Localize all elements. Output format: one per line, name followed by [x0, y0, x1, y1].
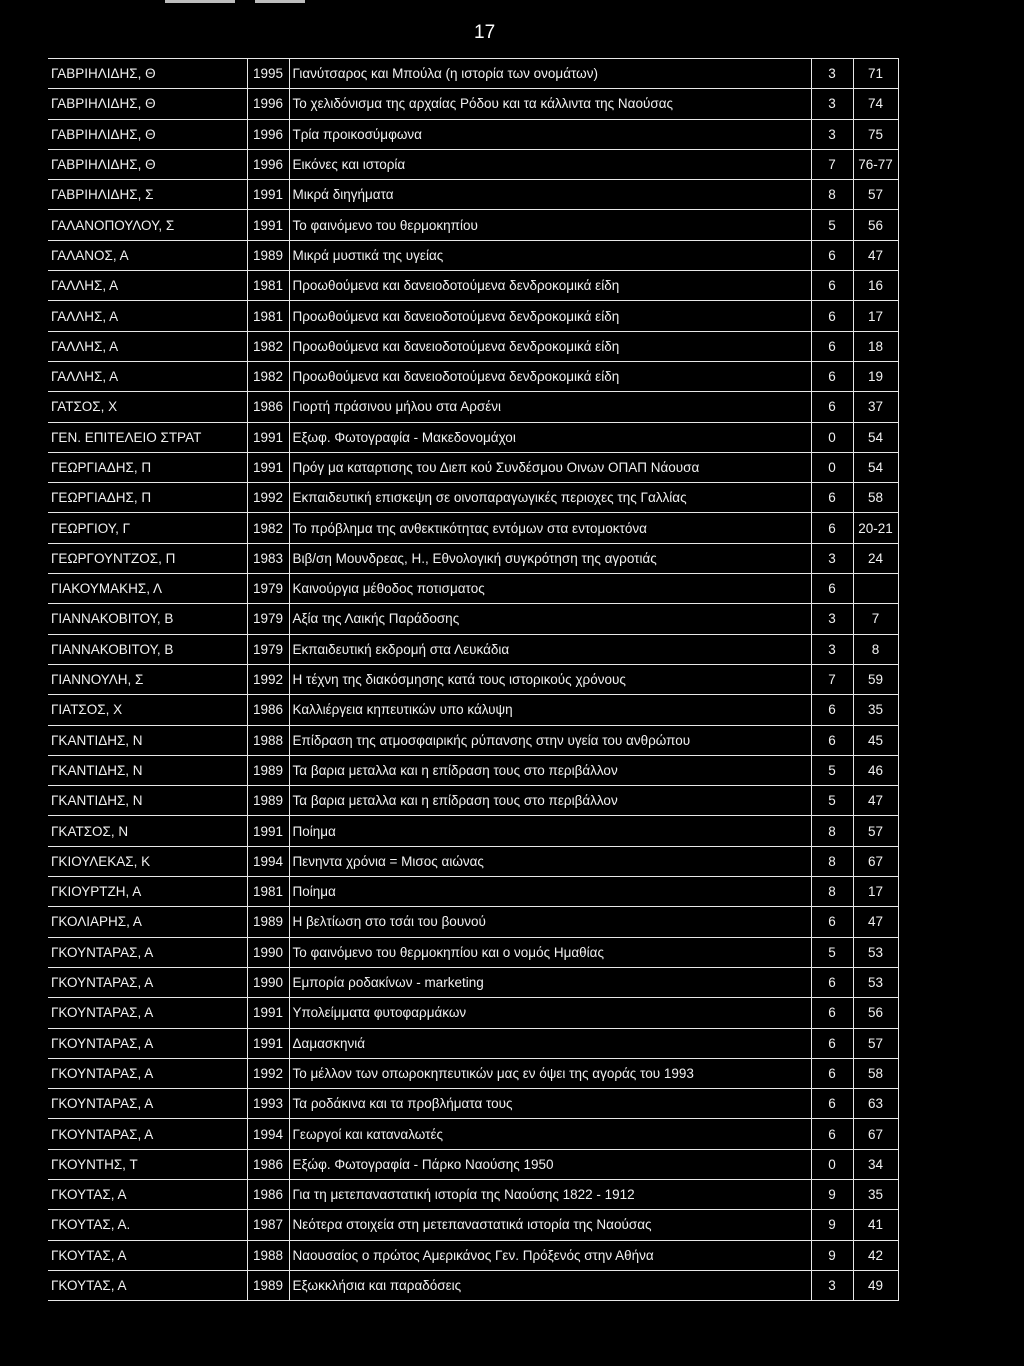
issue-cell: 8	[811, 816, 853, 846]
table-row	[48, 1270, 898, 1300]
issue-cell: 8	[811, 846, 853, 876]
page-cell: 41	[853, 1210, 898, 1240]
page-cell: 56	[853, 998, 898, 1028]
issue-cell: 6	[811, 907, 853, 937]
author-cell: ΓΙΑΚΟΥΜΑΚΗΣ, Λ	[48, 574, 247, 604]
title-cell: Εικόνες και ιστορία	[289, 149, 811, 179]
table-row	[48, 483, 898, 513]
page-cell: 74	[853, 89, 898, 119]
title-cell: Το φαινόμενο του θερμοκηπίου	[289, 210, 811, 240]
title-cell: Ναουσαίος ο πρώτος Αμερικάνος Γεν. Πρόξενός στην Αθήνα	[289, 1240, 811, 1270]
author-cell: ΓΚΙΟΥΡΤΖΗ, Α	[48, 877, 247, 907]
author-cell: ΓΕΩΡΓΙΑΔΗΣ, Π	[48, 452, 247, 482]
title-cell: Βιβ/ση Μουνδρεας, Η., Εθνολογική συγκρότηση της αγροτιάς	[289, 543, 811, 573]
page-cell: 67	[853, 1119, 898, 1149]
author-cell: ΓΚΟΥΤΑΣ, Α	[48, 1179, 247, 1209]
page-cell: 47	[853, 907, 898, 937]
title-cell: Το μέλλον των οπωροκηπευτικών μας εν όψει της αγοράς του 1993	[289, 1058, 811, 1088]
table-row	[48, 755, 898, 785]
title-cell: Τρία προικοσύμφωνα	[289, 119, 811, 149]
author-cell: ΓΚΟΥΤΑΣ, Α	[48, 1270, 247, 1300]
issue-cell: 6	[811, 967, 853, 997]
author-cell: ΓΚΑΝΤΙΔΗΣ, Ν	[48, 755, 247, 785]
issue-cell: 6	[811, 483, 853, 513]
table-row	[48, 331, 898, 361]
year-cell: 1990	[247, 937, 289, 967]
author-cell: ΓΚΑΝΤΙΔΗΣ, Ν	[48, 725, 247, 755]
title-cell: Τα βαρια μεταλλα και η επίδραση τους στο περιβάλλον	[289, 755, 811, 785]
page-cell: 53	[853, 937, 898, 967]
table-row	[48, 422, 898, 452]
table-row	[48, 907, 898, 937]
issue-cell: 5	[811, 786, 853, 816]
issue-cell: 5	[811, 210, 853, 240]
year-cell: 1989	[247, 786, 289, 816]
issue-cell: 6	[811, 1058, 853, 1088]
year-cell: 1994	[247, 1119, 289, 1149]
title-cell: Προωθούμενα και δανειοδοτούμενα δενδροκομικά είδη	[289, 301, 811, 331]
table-row	[48, 1058, 898, 1088]
table-row	[48, 695, 898, 725]
year-cell: 1979	[247, 604, 289, 634]
author-cell: ΓΚΟΥΤΑΣ, Α.	[48, 1210, 247, 1240]
title-cell: Προωθούμενα και δανειοδοτούμενα δενδροκομικά είδη	[289, 331, 811, 361]
title-cell: Υπολείμματα φυτοφαρμάκων	[289, 998, 811, 1028]
table-row	[48, 119, 898, 149]
page-cell: 24	[853, 543, 898, 573]
author-cell: ΓΚΟΥΤΑΣ, Α	[48, 1240, 247, 1270]
table-row	[48, 180, 898, 210]
table-row	[48, 452, 898, 482]
table-row	[48, 240, 898, 270]
author-cell: ΓΑΛΑΝΟΠΟΥΛΟΥ, Σ	[48, 210, 247, 240]
issue-cell: 6	[811, 301, 853, 331]
title-cell: Τα ροδάκινα και τα προβλήματα τους	[289, 1089, 811, 1119]
table-row	[48, 1179, 898, 1209]
author-cell: ΓΑΛΛΗΣ, Α	[48, 361, 247, 391]
author-cell: ΓΚΟΥΝΤΑΡΑΣ, Α	[48, 1089, 247, 1119]
issue-cell: 9	[811, 1179, 853, 1209]
page-cell: 53	[853, 967, 898, 997]
year-cell: 1992	[247, 1058, 289, 1088]
year-cell: 1981	[247, 301, 289, 331]
page-cell: 76-77	[853, 149, 898, 179]
issue-cell: 7	[811, 664, 853, 694]
year-cell: 1991	[247, 1028, 289, 1058]
page-cell	[853, 574, 898, 604]
table-row	[48, 149, 898, 179]
page-cell: 57	[853, 180, 898, 210]
year-cell: 1991	[247, 210, 289, 240]
table-row	[48, 664, 898, 694]
issue-cell: 6	[811, 1028, 853, 1058]
year-cell: 1991	[247, 422, 289, 452]
page-cell: 42	[853, 1240, 898, 1270]
title-cell: Νεότερα στοιχεία στη μετεπαναστατικά ιστορία της Ναούσας	[289, 1210, 811, 1240]
year-cell: 1986	[247, 1179, 289, 1209]
page-cell: 16	[853, 271, 898, 301]
year-cell: 1979	[247, 574, 289, 604]
author-cell: ΓΚΟΥΝΤΑΡΑΣ, Α	[48, 1028, 247, 1058]
title-cell: Εκπαιδευτική επισκεψη σε οινοπαραγωγικές περιοχες της Γαλλίας	[289, 483, 811, 513]
title-cell: Η τέχνη της διακόσμησης κατά τους ιστορικούς χρόνους	[289, 664, 811, 694]
page-cell: 57	[853, 1028, 898, 1058]
title-cell: Εξωφ. Φωτογραφία - Μακεδονομάχοι	[289, 422, 811, 452]
table-row	[48, 786, 898, 816]
table-row	[48, 1210, 898, 1240]
bibliography-index-table	[48, 58, 899, 1301]
table-row	[48, 59, 898, 89]
author-cell: ΓΑΒΡΙΗΛΙΔΗΣ, Θ	[48, 89, 247, 119]
title-cell: Το χελιδόνισμα της αρχαίας Ρόδου και τα κάλλιντα της Ναούσας	[289, 89, 811, 119]
table-row	[48, 543, 898, 573]
issue-cell: 6	[811, 1089, 853, 1119]
year-cell: 1986	[247, 1149, 289, 1179]
title-cell: Γιορτή πράσινου μήλου στα Αρσένι	[289, 392, 811, 422]
year-cell: 1991	[247, 452, 289, 482]
issue-cell: 3	[811, 1270, 853, 1300]
page-cell: 47	[853, 240, 898, 270]
year-cell: 1996	[247, 89, 289, 119]
table-row	[48, 967, 898, 997]
year-cell: 1982	[247, 513, 289, 543]
author-cell: ΓΑΒΡΙΗΛΙΔΗΣ, Θ	[48, 119, 247, 149]
year-cell: 1996	[247, 119, 289, 149]
year-cell: 1986	[247, 392, 289, 422]
title-cell: Το φαινόμενο του θερμοκηπίου και ο νομός Ημαθίας	[289, 937, 811, 967]
issue-cell: 3	[811, 89, 853, 119]
page-cell: 59	[853, 664, 898, 694]
year-cell: 1989	[247, 1270, 289, 1300]
title-cell: Μικρά μυστικά της υγείας	[289, 240, 811, 270]
title-cell: Πενηντα χρόνια = Μισος αιώνας	[289, 846, 811, 876]
table-row	[48, 513, 898, 543]
table-row	[48, 725, 898, 755]
table-row	[48, 574, 898, 604]
table-row	[48, 1028, 898, 1058]
author-cell: ΓΚΑΝΤΙΔΗΣ, Ν	[48, 786, 247, 816]
issue-cell: 6	[811, 513, 853, 543]
author-cell: ΓΑΛΛΗΣ, Α	[48, 331, 247, 361]
issue-cell: 6	[811, 240, 853, 270]
author-cell: ΓΚΟΥΝΤΑΡΑΣ, Α	[48, 967, 247, 997]
year-cell: 1986	[247, 695, 289, 725]
author-cell: ΓΑΛΑΝΟΣ, Α	[48, 240, 247, 270]
author-cell: ΓΚΙΟΥΛΕΚΑΣ, Κ	[48, 846, 247, 876]
author-cell: ΓΕΩΡΓΙΑΔΗΣ, Π	[48, 483, 247, 513]
author-cell: ΓΕΩΡΓΙΟΥ, Γ	[48, 513, 247, 543]
table-row	[48, 301, 898, 331]
issue-cell: 3	[811, 604, 853, 634]
issue-cell: 6	[811, 361, 853, 391]
year-cell: 1995	[247, 59, 289, 89]
author-cell: ΓΑΤΣΟΣ, Χ	[48, 392, 247, 422]
page-cell: 67	[853, 846, 898, 876]
page-cell: 47	[853, 786, 898, 816]
title-cell: Ποίημα	[289, 877, 811, 907]
year-cell: 1981	[247, 271, 289, 301]
year-cell: 1979	[247, 634, 289, 664]
issue-cell: 3	[811, 59, 853, 89]
issue-cell: 3	[811, 634, 853, 664]
year-cell: 1992	[247, 483, 289, 513]
page-cell: 75	[853, 119, 898, 149]
page-cell: 54	[853, 422, 898, 452]
page-cell: 8	[853, 634, 898, 664]
title-cell: Καινούργια μέθοδος ποτισματος	[289, 574, 811, 604]
page-cell: 56	[853, 210, 898, 240]
page-cell: 34	[853, 1149, 898, 1179]
title-cell: Πρόγ μα καταρτισης του Διεπ κού Συνδέσμου Οινων ΟΠΑΠ Νάουσα	[289, 452, 811, 482]
author-cell: ΓΚΟΥΝΤΗΣ, Τ	[48, 1149, 247, 1179]
table-row	[48, 89, 898, 119]
issue-cell: 6	[811, 695, 853, 725]
year-cell: 1989	[247, 907, 289, 937]
year-cell: 1982	[247, 331, 289, 361]
year-cell: 1988	[247, 1240, 289, 1270]
page-cell: 49	[853, 1270, 898, 1300]
page-cell: 63	[853, 1089, 898, 1119]
issue-cell: 0	[811, 1149, 853, 1179]
title-cell: Γιανύτσαρος και Μπούλα (η ιστορία των ονομάτων)	[289, 59, 811, 89]
table-row	[48, 392, 898, 422]
year-cell: 1993	[247, 1089, 289, 1119]
page-number: 17	[474, 22, 496, 43]
table-row	[48, 1119, 898, 1149]
page-cell: 54	[853, 452, 898, 482]
title-cell: Για τη μετεπαναστατική ιστορία της Ναούσης 1822 - 1912	[289, 1179, 811, 1209]
title-cell: Το πρόβλημα της ανθεκτικότητας εντόμων στα εντομοκτόνα	[289, 513, 811, 543]
table-body	[48, 59, 898, 1301]
issue-cell: 5	[811, 937, 853, 967]
issue-cell: 5	[811, 755, 853, 785]
title-cell: Επίδραση της ατμοσφαιρικής ρύπανσης στην υγεία του ανθρώπου	[289, 725, 811, 755]
title-cell: Δαμασκηνιά	[289, 1028, 811, 1058]
author-cell: ΓΚΑΤΣΟΣ, Ν	[48, 816, 247, 846]
table-row	[48, 361, 898, 391]
issue-cell: 3	[811, 119, 853, 149]
author-cell: ΓΚΟΛΙΑΡΗΣ, Α	[48, 907, 247, 937]
issue-cell: 6	[811, 392, 853, 422]
year-cell: 1988	[247, 725, 289, 755]
author-cell: ΓΑΒΡΙΗΛΙΔΗΣ, Θ	[48, 59, 247, 89]
author-cell: ΓΕΩΡΓΟΥΝΤΖΟΣ, Π	[48, 543, 247, 573]
author-cell: ΓΑΛΛΗΣ, Α	[48, 301, 247, 331]
author-cell: ΓΚΟΥΝΤΑΡΑΣ, Α	[48, 1119, 247, 1149]
issue-cell: 0	[811, 452, 853, 482]
year-cell: 1991	[247, 816, 289, 846]
issue-cell: 6	[811, 271, 853, 301]
table-row	[48, 604, 898, 634]
issue-cell: 0	[811, 422, 853, 452]
title-cell: Καλλιέργεια κηπευτικών υπο κάλυψη	[289, 695, 811, 725]
year-cell: 1987	[247, 1210, 289, 1240]
table-row	[48, 877, 898, 907]
author-cell: ΓΕΝ. ΕΠΙΤΕΛΕΙΟ ΣΤΡΑΤ	[48, 422, 247, 452]
title-cell: Γεωργοί και καταναλωτές	[289, 1119, 811, 1149]
table-row	[48, 271, 898, 301]
issue-cell: 6	[811, 725, 853, 755]
table-row	[48, 998, 898, 1028]
year-cell: 1989	[247, 755, 289, 785]
table-row	[48, 846, 898, 876]
page-cell: 17	[853, 301, 898, 331]
title-cell: Προωθούμενα και δανειοδοτούμενα δενδροκομικά είδη	[289, 271, 811, 301]
issue-cell: 6	[811, 331, 853, 361]
scan-edge-mark	[165, 0, 235, 3]
table-row	[48, 1089, 898, 1119]
author-cell: ΓΙΑΤΣΟΣ, Χ	[48, 695, 247, 725]
title-cell: Τα βαρια μεταλλα και η επίδραση τους στο περιβάλλον	[289, 786, 811, 816]
author-cell: ΓΚΟΥΝΤΑΡΑΣ, Α	[48, 937, 247, 967]
table-row	[48, 937, 898, 967]
year-cell: 1991	[247, 180, 289, 210]
page-cell: 71	[853, 59, 898, 89]
author-cell: ΓΑΒΡΙΗΛΙΔΗΣ, Σ	[48, 180, 247, 210]
author-cell: ΓΙΑΝΝΑΚΟΒΙΤΟΥ, Β	[48, 634, 247, 664]
issue-cell: 9	[811, 1240, 853, 1270]
page-cell: 57	[853, 816, 898, 846]
table-row	[48, 816, 898, 846]
title-cell: Η βελτίωση στο τσάι του βουνού	[289, 907, 811, 937]
issue-cell: 6	[811, 574, 853, 604]
title-cell: Αξία της Λαικής Παράδοσης	[289, 604, 811, 634]
year-cell: 1990	[247, 967, 289, 997]
title-cell: Εξωκκλήσια και παραδόσεις	[289, 1270, 811, 1300]
author-cell: ΓΚΟΥΝΤΑΡΑΣ, Α	[48, 1058, 247, 1088]
table-row	[48, 1149, 898, 1179]
page-cell: 7	[853, 604, 898, 634]
year-cell: 1982	[247, 361, 289, 391]
page-cell: 20-21	[853, 513, 898, 543]
issue-cell: 8	[811, 877, 853, 907]
year-cell: 1991	[247, 998, 289, 1028]
page-cell: 19	[853, 361, 898, 391]
year-cell: 1992	[247, 664, 289, 694]
author-cell: ΓΙΑΝΝΟΥΛΗ, Σ	[48, 664, 247, 694]
author-cell: ΓΚΟΥΝΤΑΡΑΣ, Α	[48, 998, 247, 1028]
title-cell: Εξώφ. Φωτογραφία - Πάρκο Ναούσης 1950	[289, 1149, 811, 1179]
page-cell: 35	[853, 1179, 898, 1209]
issue-cell: 3	[811, 543, 853, 573]
issue-cell: 6	[811, 998, 853, 1028]
issue-cell: 7	[811, 149, 853, 179]
title-cell: Προωθούμενα και δανειοδοτούμενα δενδροκομικά είδη	[289, 361, 811, 391]
table-row	[48, 210, 898, 240]
issue-cell: 6	[811, 1119, 853, 1149]
author-cell: ΓΑΛΛΗΣ, Α	[48, 271, 247, 301]
page-cell: 17	[853, 877, 898, 907]
table-row	[48, 1240, 898, 1270]
title-cell: Εκπαιδευτική εκδρομή στα Λευκάδια	[289, 634, 811, 664]
page-cell: 46	[853, 755, 898, 785]
page-cell: 58	[853, 1058, 898, 1088]
year-cell: 1983	[247, 543, 289, 573]
page-cell: 58	[853, 483, 898, 513]
author-cell: ΓΙΑΝΝΑΚΟΒΙΤΟΥ, Β	[48, 604, 247, 634]
issue-cell: 9	[811, 1210, 853, 1240]
year-cell: 1994	[247, 846, 289, 876]
title-cell: Ποίημα	[289, 816, 811, 846]
issue-cell: 8	[811, 180, 853, 210]
page-cell: 45	[853, 725, 898, 755]
year-cell: 1989	[247, 240, 289, 270]
page-cell: 18	[853, 331, 898, 361]
title-cell: Μικρά διηγήματα	[289, 180, 811, 210]
page-cell: 37	[853, 392, 898, 422]
table-row	[48, 634, 898, 664]
year-cell: 1981	[247, 877, 289, 907]
title-cell: Εμπορία ροδακίνων - marketing	[289, 967, 811, 997]
page-cell: 35	[853, 695, 898, 725]
scan-edge-mark	[255, 0, 305, 3]
year-cell: 1996	[247, 149, 289, 179]
author-cell: ΓΑΒΡΙΗΛΙΔΗΣ, Θ	[48, 149, 247, 179]
